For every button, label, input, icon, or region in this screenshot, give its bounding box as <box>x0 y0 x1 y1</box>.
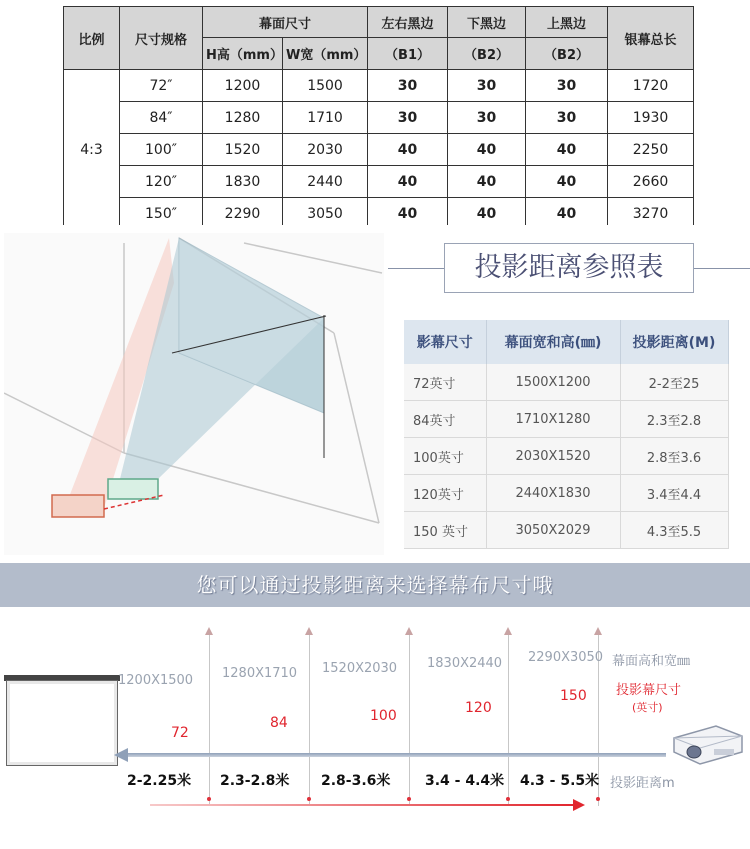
inch-label: 72 <box>171 725 189 741</box>
distance-row <box>404 475 728 512</box>
distance-row <box>404 512 728 549</box>
legend-screen-size: 投影幕尺寸 <box>616 683 682 698</box>
dist-cell-dimensions: 2030X1520 <box>486 438 620 475</box>
size-label: 1830X2440 <box>427 656 503 671</box>
size-label: 1200X1500 <box>118 673 194 688</box>
distance-row <box>404 401 728 438</box>
spec-cell-b2: 40 <box>448 166 526 198</box>
dist-cell-distance: 2-2至25 <box>620 364 728 401</box>
spec-cell-total: 1930 <box>608 102 694 134</box>
spec-cell-b3: 30 <box>526 102 608 134</box>
header-ratio: 比例 <box>64 7 120 70</box>
dist-cell-dimensions: 2440X1830 <box>486 475 620 512</box>
spec-cell-b1: 40 <box>368 166 448 198</box>
spec-cell-b2: 40 <box>448 198 526 230</box>
spec-cell-b3: 40 <box>526 166 608 198</box>
spec-row <box>64 70 694 102</box>
spec-cell-w: 2030 <box>283 134 368 166</box>
distance-red-line <box>150 804 575 806</box>
spec-cell-b1: 40 <box>368 198 448 230</box>
axis-line <box>209 631 210 806</box>
projection-screen <box>6 680 118 766</box>
spec-cell-b2: 40 <box>448 134 526 166</box>
marker-dot <box>407 797 411 801</box>
banner: 您可以通过投影距离来选择幕布尺寸哦 <box>0 563 750 607</box>
distance-table-title: 投影距离参照表 <box>444 243 694 293</box>
spec-cell-b3: 40 <box>526 134 608 166</box>
spec-cell-total: 2660 <box>608 166 694 198</box>
spec-cell-size: 84″ <box>120 102 203 134</box>
axis-arrow-icon <box>594 627 602 635</box>
dist-cell-size: 100英寸 <box>404 438 486 475</box>
projection-diagram <box>4 233 384 555</box>
spec-cell-size: 100″ <box>120 134 203 166</box>
spec-cell-total: 1720 <box>608 70 694 102</box>
spec-cell-w: 3050 <box>283 198 368 230</box>
inch-label: 150 <box>560 688 587 704</box>
header-height: H高（mm） <box>203 38 283 70</box>
axis-line <box>508 631 509 806</box>
distance-axis <box>126 753 666 757</box>
spec-cell-h: 1520 <box>203 134 283 166</box>
dist-cell-distance: 4.3至5.5 <box>620 512 728 549</box>
spec-cell-size: 150″ <box>120 198 203 230</box>
spec-row <box>64 166 694 198</box>
inch-label: 84 <box>270 715 288 731</box>
spec-cell-h: 1200 <box>203 70 283 102</box>
dist-cell-distance: 2.8至3.6 <box>620 438 728 475</box>
header-bottom-code: （B2） <box>448 38 526 70</box>
size-label: 1280X1710 <box>222 666 298 681</box>
projector-icon <box>670 722 746 766</box>
spec-cell-b2: 30 <box>448 102 526 134</box>
axis-arrow-icon <box>504 627 512 635</box>
spec-cell-total: 2250 <box>608 134 694 166</box>
dist-cell-size: 72英寸 <box>404 364 486 401</box>
range-label: 2-2.25米 <box>127 773 192 789</box>
header-side-border: 左右黑边 <box>368 7 448 38</box>
dist-cell-size: 84英寸 <box>404 401 486 438</box>
dist-header-distance: 投影距离(M) <box>620 320 728 364</box>
axis-line <box>309 631 310 806</box>
dist-cell-size: 150 英寸 <box>404 512 486 549</box>
header-screen-size: 幕面尺寸 <box>203 7 368 38</box>
dist-header-size: 影幕尺寸 <box>404 320 486 364</box>
legend-screen-dimensions: 幕面高和宽㎜ <box>612 654 691 669</box>
axis-line <box>409 631 410 806</box>
header-total-length: 银幕总长 <box>608 7 694 70</box>
range-label: 2.8-3.6米 <box>321 773 391 789</box>
distance-row <box>404 364 728 401</box>
spec-cell-b1: 30 <box>368 102 448 134</box>
inch-label: 120 <box>465 700 492 716</box>
legend-distance: 投影距离m <box>610 776 675 791</box>
axis-arrow-icon <box>305 627 313 635</box>
header-top-code: （B2） <box>526 38 608 70</box>
red-arrow-icon <box>573 799 585 811</box>
dist-cell-distance: 3.4至4.4 <box>620 475 728 512</box>
dist-cell-dimensions: 1500X1200 <box>486 364 620 401</box>
marker-dot <box>307 797 311 801</box>
range-label: 2.3-2.8米 <box>220 773 290 789</box>
header-width: W宽（mm） <box>283 38 368 70</box>
size-label: 1520X2030 <box>322 661 398 676</box>
spec-cell-b2: 30 <box>448 70 526 102</box>
title-line-right <box>694 268 750 269</box>
spec-row <box>64 134 694 166</box>
marker-dot <box>596 797 600 801</box>
distance-table <box>404 320 729 549</box>
spec-cell-total: 3270 <box>608 198 694 230</box>
dist-cell-dimensions: 3050X2029 <box>486 512 620 549</box>
spec-row <box>64 102 694 134</box>
spec-cell-size: 72″ <box>120 70 203 102</box>
spec-cell-w: 1710 <box>283 102 368 134</box>
spec-cell-b1: 40 <box>368 134 448 166</box>
spec-cell-w: 2440 <box>283 166 368 198</box>
header-size: 尺寸规格 <box>120 7 203 70</box>
size-label: 2290X3050 <box>528 650 604 665</box>
dist-cell-size: 120英寸 <box>404 475 486 512</box>
header-side-code: （B1） <box>368 38 448 70</box>
header-bottom-border: 下黑边 <box>448 7 526 38</box>
dist-cell-dimensions: 1710X1280 <box>486 401 620 438</box>
marker-dot <box>506 797 510 801</box>
distance-row <box>404 438 728 475</box>
dist-cell-distance: 2.3至2.8 <box>620 401 728 438</box>
spec-cell-h: 1280 <box>203 102 283 134</box>
axis-arrow-icon <box>405 627 413 635</box>
legend-size-unit: (英寸) <box>632 701 663 714</box>
spec-cell-w: 1500 <box>283 70 368 102</box>
spec-cell-h: 2290 <box>203 198 283 230</box>
spec-cell-b3: 30 <box>526 70 608 102</box>
distance-arrow-icon <box>114 748 128 762</box>
title-line-left <box>388 268 444 269</box>
spec-cell-b3: 40 <box>526 198 608 230</box>
axis-arrow-icon <box>205 627 213 635</box>
bottom-diagram <box>0 607 750 849</box>
range-label: 3.4 - 4.4米 <box>425 773 505 789</box>
spec-table <box>63 6 694 230</box>
range-label: 4.3 - 5.5米 <box>520 773 600 789</box>
ratio-cell: 4:3 <box>64 70 120 230</box>
dist-header-dimensions: 幕面宽和高(㎜) <box>486 320 620 364</box>
spec-cell-size: 120″ <box>120 166 203 198</box>
spec-cell-b1: 30 <box>368 70 448 102</box>
header-top-border: 上黑边 <box>526 7 608 38</box>
inch-label: 100 <box>370 708 397 724</box>
marker-dot <box>207 797 211 801</box>
spec-cell-h: 1830 <box>203 166 283 198</box>
